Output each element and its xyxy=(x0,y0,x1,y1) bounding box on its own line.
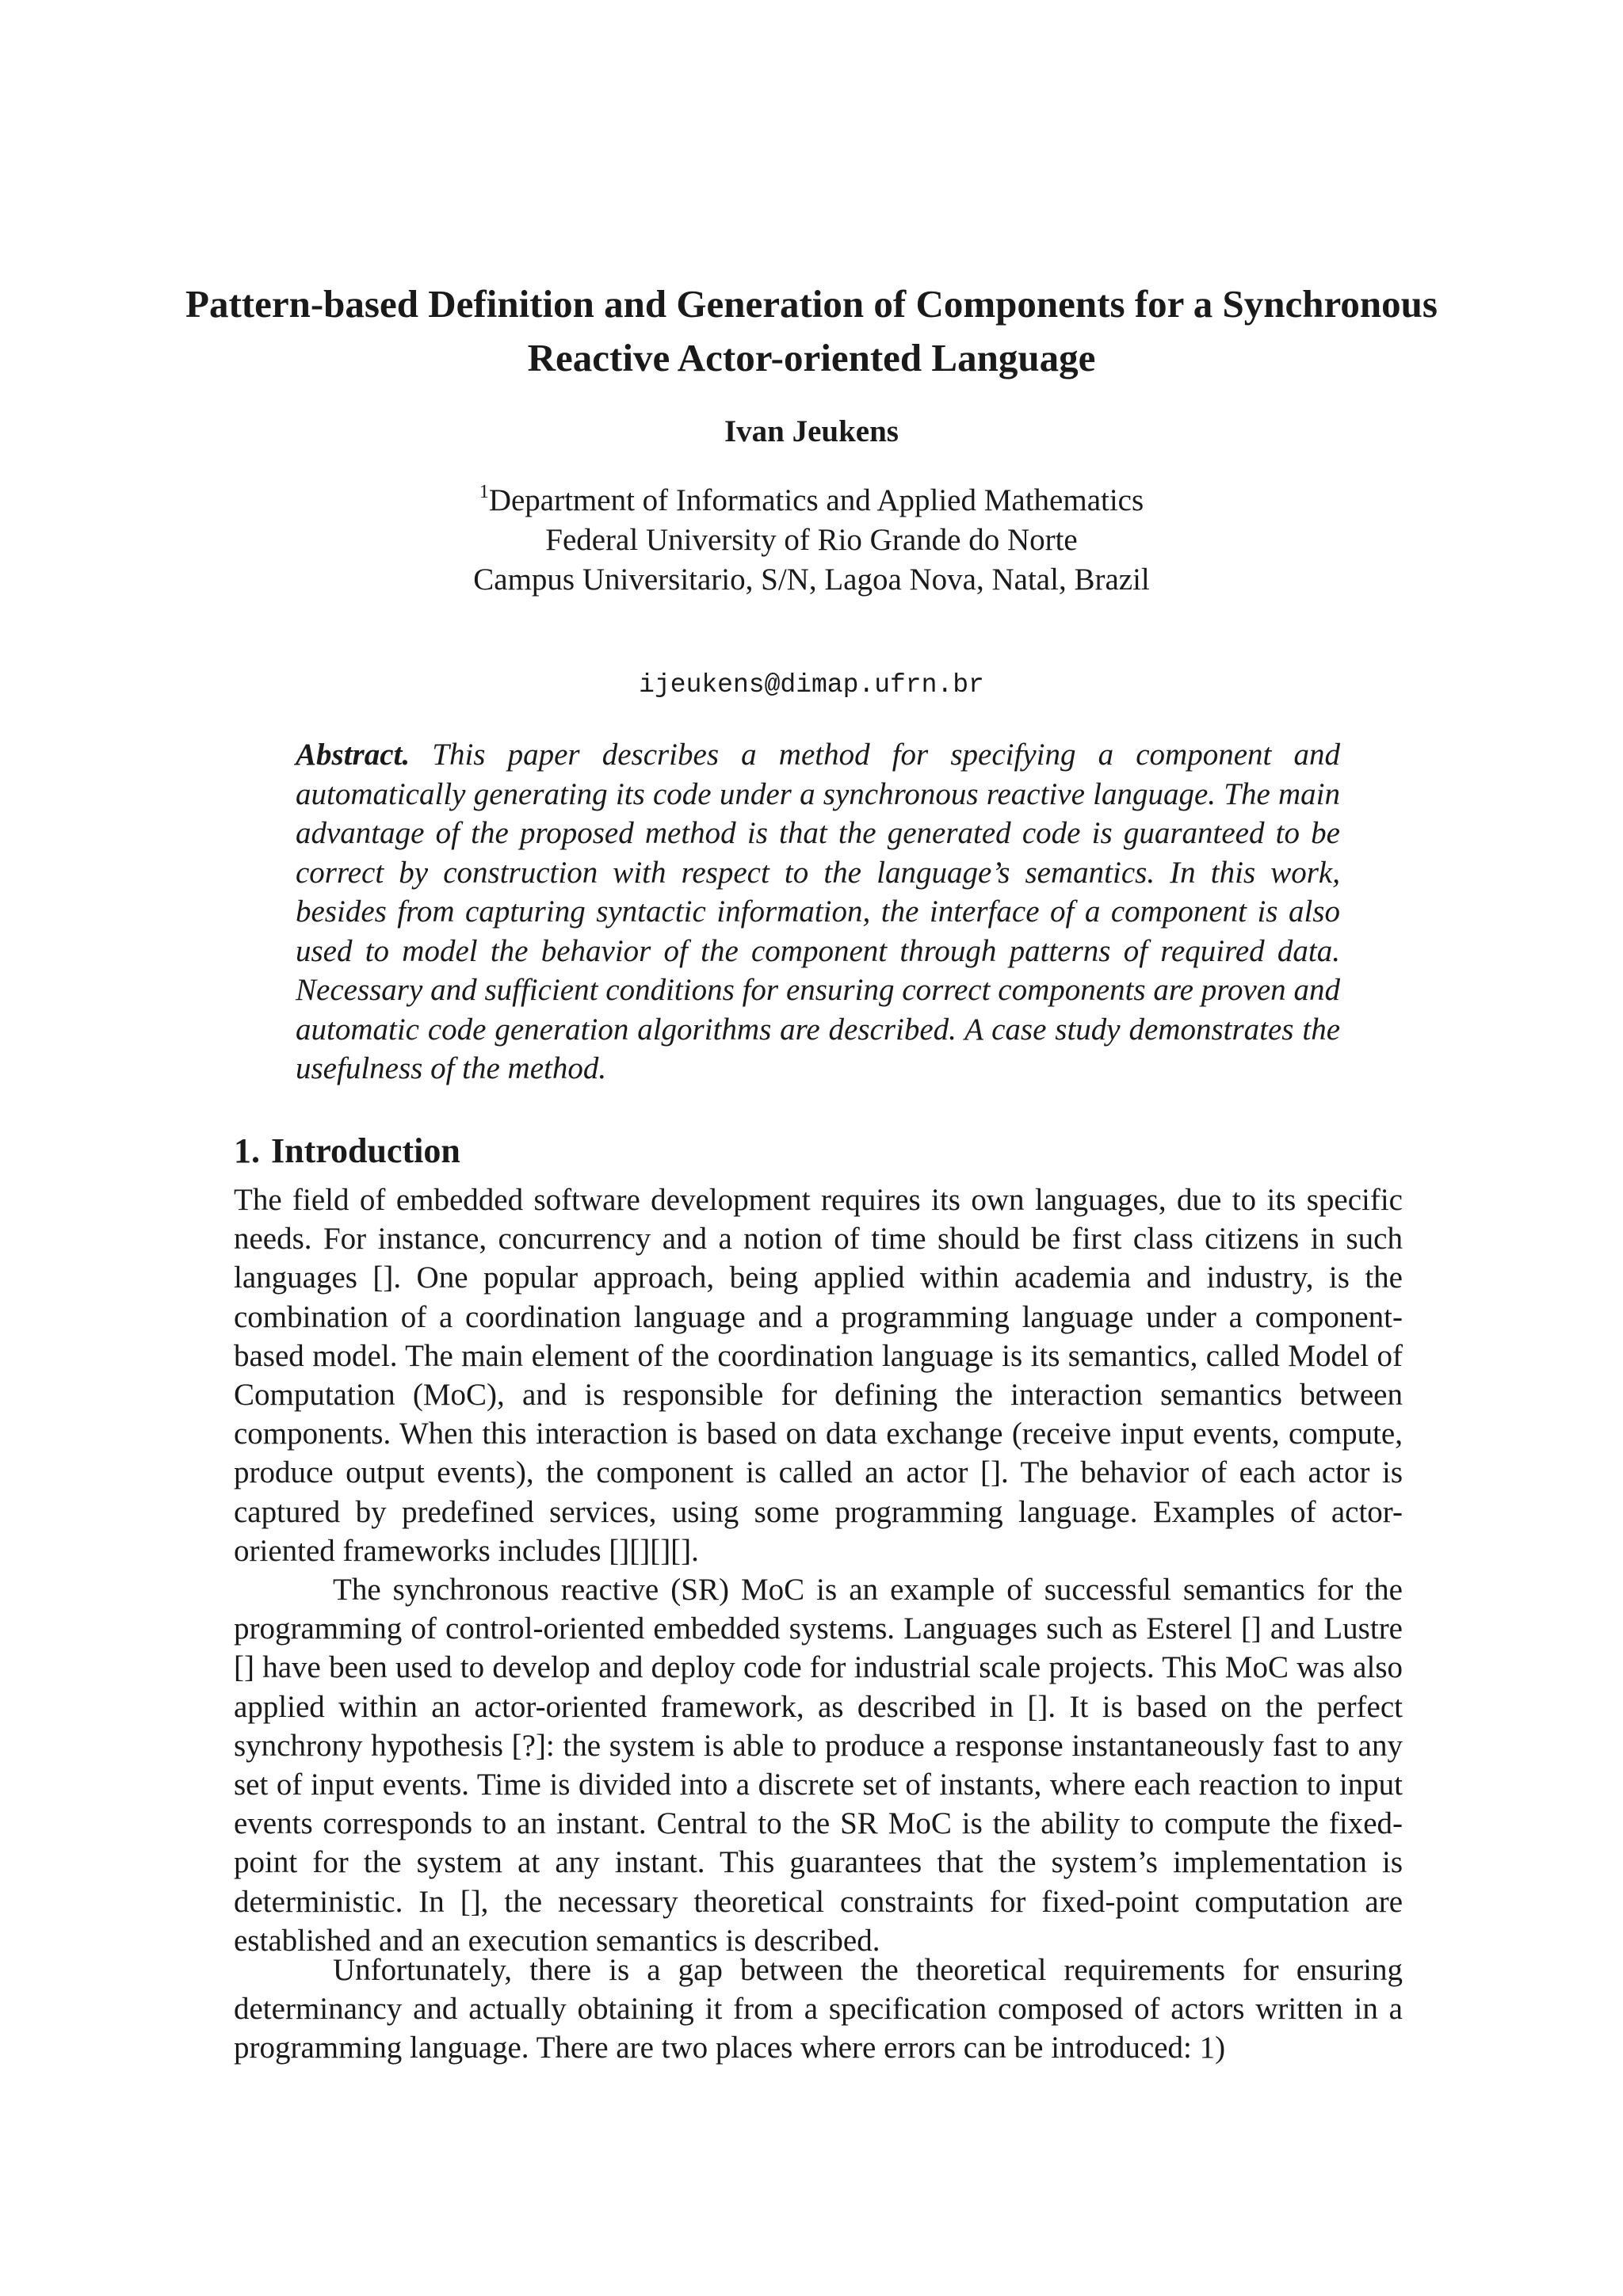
author-email: ijeukens@dimap.ufrn.br xyxy=(639,670,984,700)
abstract-text: This paper describes a method for specifying a component and automatically generating its code under a synchronous reactive language. The main advantage of the proposed method is that the generated code is guaranteed to be correct by construction with respect to the language’s semantics. In this work, besides from capturing syntactic information, the interface of a component is also used to model the behavior of the component through patterns of required data. Necessary and sufficient conditions for ensuring correct components are proven and automatic code generation algorithms are described. A case study demonstrates the usefulness of the method. xyxy=(296,738,1341,1085)
section-number: 1. xyxy=(234,1131,260,1170)
abstract xyxy=(296,735,1340,1089)
section-title: Introduction xyxy=(271,1131,460,1170)
affiliation-line-3: Campus Universitario, S/N, Lagoa Nova, Natal, Brazil xyxy=(473,563,1150,597)
affiliation-line-1 xyxy=(158,481,1465,521)
author-affiliation xyxy=(158,481,1465,600)
affiliation-superscript: 1 xyxy=(479,482,489,502)
body-paragraph-3: Unfortunately, there is a gap between the theoretical requirements for ensuring determinancy and actually obtaining it from a specification composed of actors written in a programming language. There are two places where errors can be introduced: 1) xyxy=(234,1953,1403,2065)
abstract-label: Abstract. xyxy=(296,738,411,772)
affiliation-department: Department of Informatics and Applied Mathematics xyxy=(488,483,1144,517)
paper-title: Pattern-based Definition and Generation of Components for a Synchronous Reactive Actor-oriented Language xyxy=(185,282,1438,379)
affiliation-line-2: Federal University of Rio Grande do Norte xyxy=(545,523,1078,557)
author-name: Ivan Jeukens xyxy=(724,414,899,448)
body-paragraph-1: The field of embedded software development requires its own languages, due to its specific needs. For instance, concurrency and a notion of time should be first class citizens in such languages []. One popular approach, being applied within academia and industry, is the combination of a coordination language and a programming language under a component-based model. The main element of the coordination language is its semantics, called Model of Computation (MoC), and is responsible for defining the interaction semantics between components. When this interaction is based on data exchange (receive input events, compute, produce output events), the component is called an actor []. The behavior of each actor is captured by predefined services, using some programming language. Examples of actor-oriented frameworks includes [][][][]. xyxy=(234,1183,1403,1568)
body-paragraph-2: The synchronous reactive (SR) MoC is an example of successful semantics for the programming of control-oriented embedded systems. Languages such as Esterel [] and Lustre [] have been used to develop and deploy code for industrial scale projects. This MoC was also applied within an actor-oriented framework, as described in []. It is based on the perfect synchrony hypothesis [?]: the system is able to produce a response instantaneously fast to any set of input events. Time is divided into a discrete set of instants, where each reaction to input events corresponds to an instant. Central to the SR MoC is the ability to compute the fixed-point for the system at any instant. This guarantees that the system’s implementation is deterministic. In [], the necessary theoretical constraints for fixed-point computation are established and an execution semantics is described. xyxy=(234,1573,1403,1958)
section-heading-introduction xyxy=(234,1129,1391,1173)
